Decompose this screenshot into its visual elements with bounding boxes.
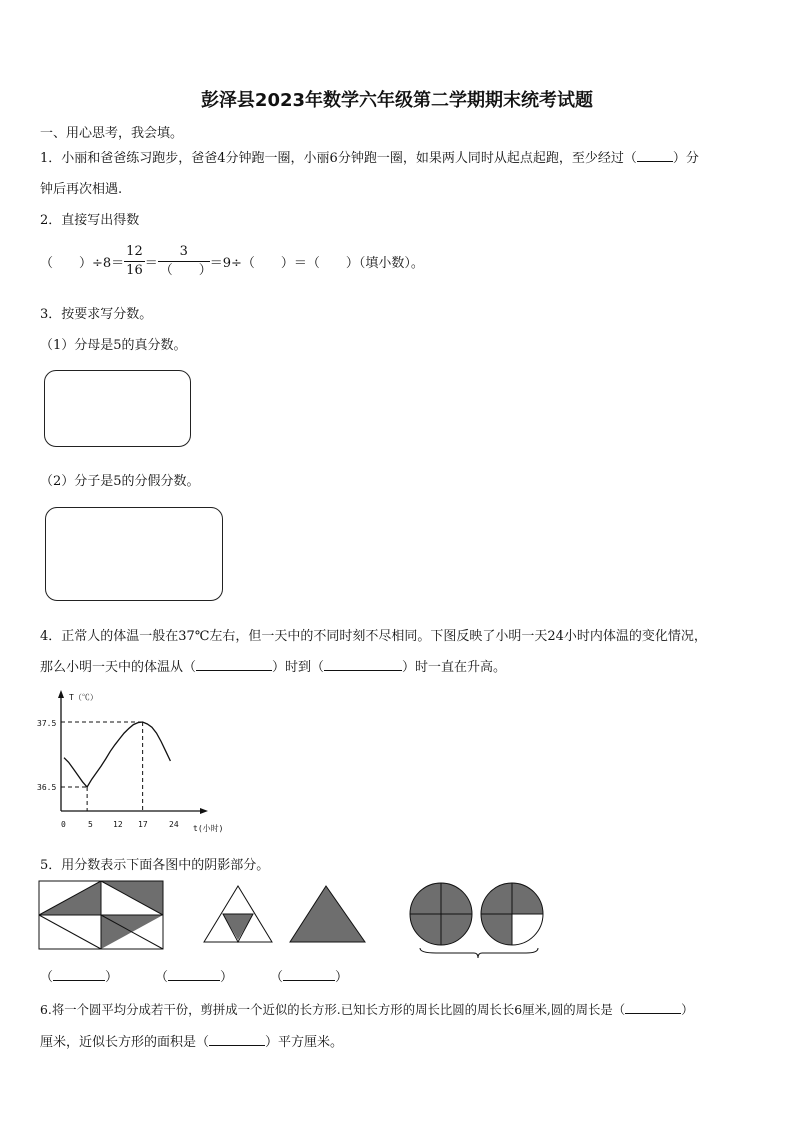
q5-answer-3 bbox=[270, 966, 348, 985]
section-heading: 一、用心思考，我会填。 bbox=[40, 126, 184, 141]
fraction-denominator-blank[interactable]: （ ） bbox=[159, 262, 212, 278]
question-1-line-2: 钟后再次相遇. bbox=[40, 182, 123, 197]
fraction-numerator: 12 bbox=[126, 243, 143, 259]
x-tick-24: 24 bbox=[169, 820, 179, 829]
shaded-full-triangle bbox=[290, 886, 365, 942]
x-tick-0: 0 bbox=[61, 820, 66, 829]
q6-text-b: ）平方厘米。 bbox=[265, 1035, 344, 1050]
fraction-denominator: 16 bbox=[126, 262, 143, 278]
question-4-line-1: 4．正常人的体温一般在37℃左右，但一天中的不同时刻不尽相同。下图反映了小明一天24小时内体温的变化情况， bbox=[40, 629, 707, 644]
paren-right: ） bbox=[335, 970, 349, 985]
question-5-heading: 5．用分数表示下面各图中的阴影部分。 bbox=[40, 858, 270, 873]
question-1-line-1 bbox=[40, 147, 699, 166]
y-axis-label: T（℃） bbox=[69, 693, 98, 702]
paren-left: （ bbox=[155, 970, 169, 985]
x-tick-12: 12 bbox=[113, 820, 123, 829]
paren-right: ） bbox=[105, 970, 119, 985]
q5-answer-blank[interactable] bbox=[168, 969, 220, 981]
q5-answer-1 bbox=[40, 966, 118, 985]
temperature-curve bbox=[64, 722, 170, 787]
x-axis-arrow bbox=[200, 808, 208, 814]
q1-text: 1．小丽和爸爸练习跑步，爸爸4分钟跑一圈，小丽6分钟跑一圈，如果两人同时从起点起跑，至少经过（ bbox=[40, 151, 637, 166]
x-tick-17: 17 bbox=[138, 820, 148, 829]
answer-box-1[interactable] bbox=[44, 370, 191, 447]
question-4-line-2 bbox=[40, 656, 506, 675]
question-3-heading: 3．按要求写分数。 bbox=[40, 307, 153, 322]
q2-part-2: ＝9÷（ ）＝（ ）（填小数）。 bbox=[209, 255, 424, 271]
curly-brace bbox=[420, 948, 538, 958]
temperature-chart bbox=[34, 686, 234, 836]
shape-triangles-figure bbox=[202, 883, 370, 945]
y-tick-36-5: 36.5 bbox=[37, 783, 57, 792]
question-2-expression bbox=[40, 240, 424, 282]
equals-sign: ＝ bbox=[144, 255, 158, 271]
shaded-triangle bbox=[223, 914, 253, 940]
question-3-sub-2: （2）分子是5的分假分数。 bbox=[40, 474, 200, 489]
q4-answer-blank-start[interactable] bbox=[196, 659, 272, 671]
q5-answer-blank[interactable] bbox=[283, 969, 335, 981]
q6-answer-blank-area[interactable] bbox=[209, 1034, 265, 1046]
x-tick-5: 5 bbox=[88, 820, 93, 829]
q1-answer-blank[interactable] bbox=[637, 150, 673, 162]
q4-text-b: ）时到（ bbox=[272, 660, 325, 675]
question-2-heading: 2．直接写出得数 bbox=[40, 213, 140, 228]
question-3-sub-1: （1）分母是5的真分数。 bbox=[40, 338, 187, 353]
q6-text: 6.将一个圆平均分成若干份，剪拼成一个近似的长方形.已知长方形的周长比圆的周长长6厘米,圆的周长是（ bbox=[40, 1002, 626, 1017]
question-6-line-2 bbox=[40, 1031, 343, 1050]
x-axis-label: t(小时) bbox=[193, 824, 224, 833]
shape-rectangle-figure bbox=[38, 880, 166, 951]
q4-text-a: 那么小明一天中的体温从（ bbox=[40, 660, 197, 675]
y-tick-37-5: 37.5 bbox=[37, 719, 57, 728]
q6-text-a: 厘米，近似长方形的面积是（ bbox=[40, 1035, 210, 1050]
q5-answer-blank[interactable] bbox=[53, 969, 105, 981]
q6-text-end: ） bbox=[681, 1002, 694, 1017]
paren-right: ） bbox=[220, 970, 234, 985]
q5-answer-2 bbox=[155, 966, 233, 985]
q6-answer-blank-circumference[interactable] bbox=[625, 1002, 681, 1014]
q1-text-end: ）分 bbox=[672, 151, 699, 166]
q4-answer-blank-end[interactable] bbox=[324, 659, 402, 671]
answer-box-2[interactable] bbox=[45, 507, 223, 601]
shape-circles-figure bbox=[406, 880, 548, 960]
paren-left: （ bbox=[270, 970, 284, 985]
question-6-line-1 bbox=[40, 1000, 694, 1018]
q2-part-1: （ ）÷8＝ bbox=[40, 255, 125, 271]
rectangle-diagonal bbox=[39, 915, 101, 949]
fraction-3-blank bbox=[158, 243, 210, 280]
fraction-12-16 bbox=[124, 243, 145, 280]
y-axis-arrow bbox=[58, 690, 64, 698]
page-title: 彭泽县2023年数学六年级第二学期期末统考试题 bbox=[200, 90, 594, 111]
fraction-numerator: 3 bbox=[179, 243, 188, 259]
q4-text-c: ）时一直在升高。 bbox=[402, 660, 507, 675]
paren-left: （ bbox=[40, 970, 54, 985]
